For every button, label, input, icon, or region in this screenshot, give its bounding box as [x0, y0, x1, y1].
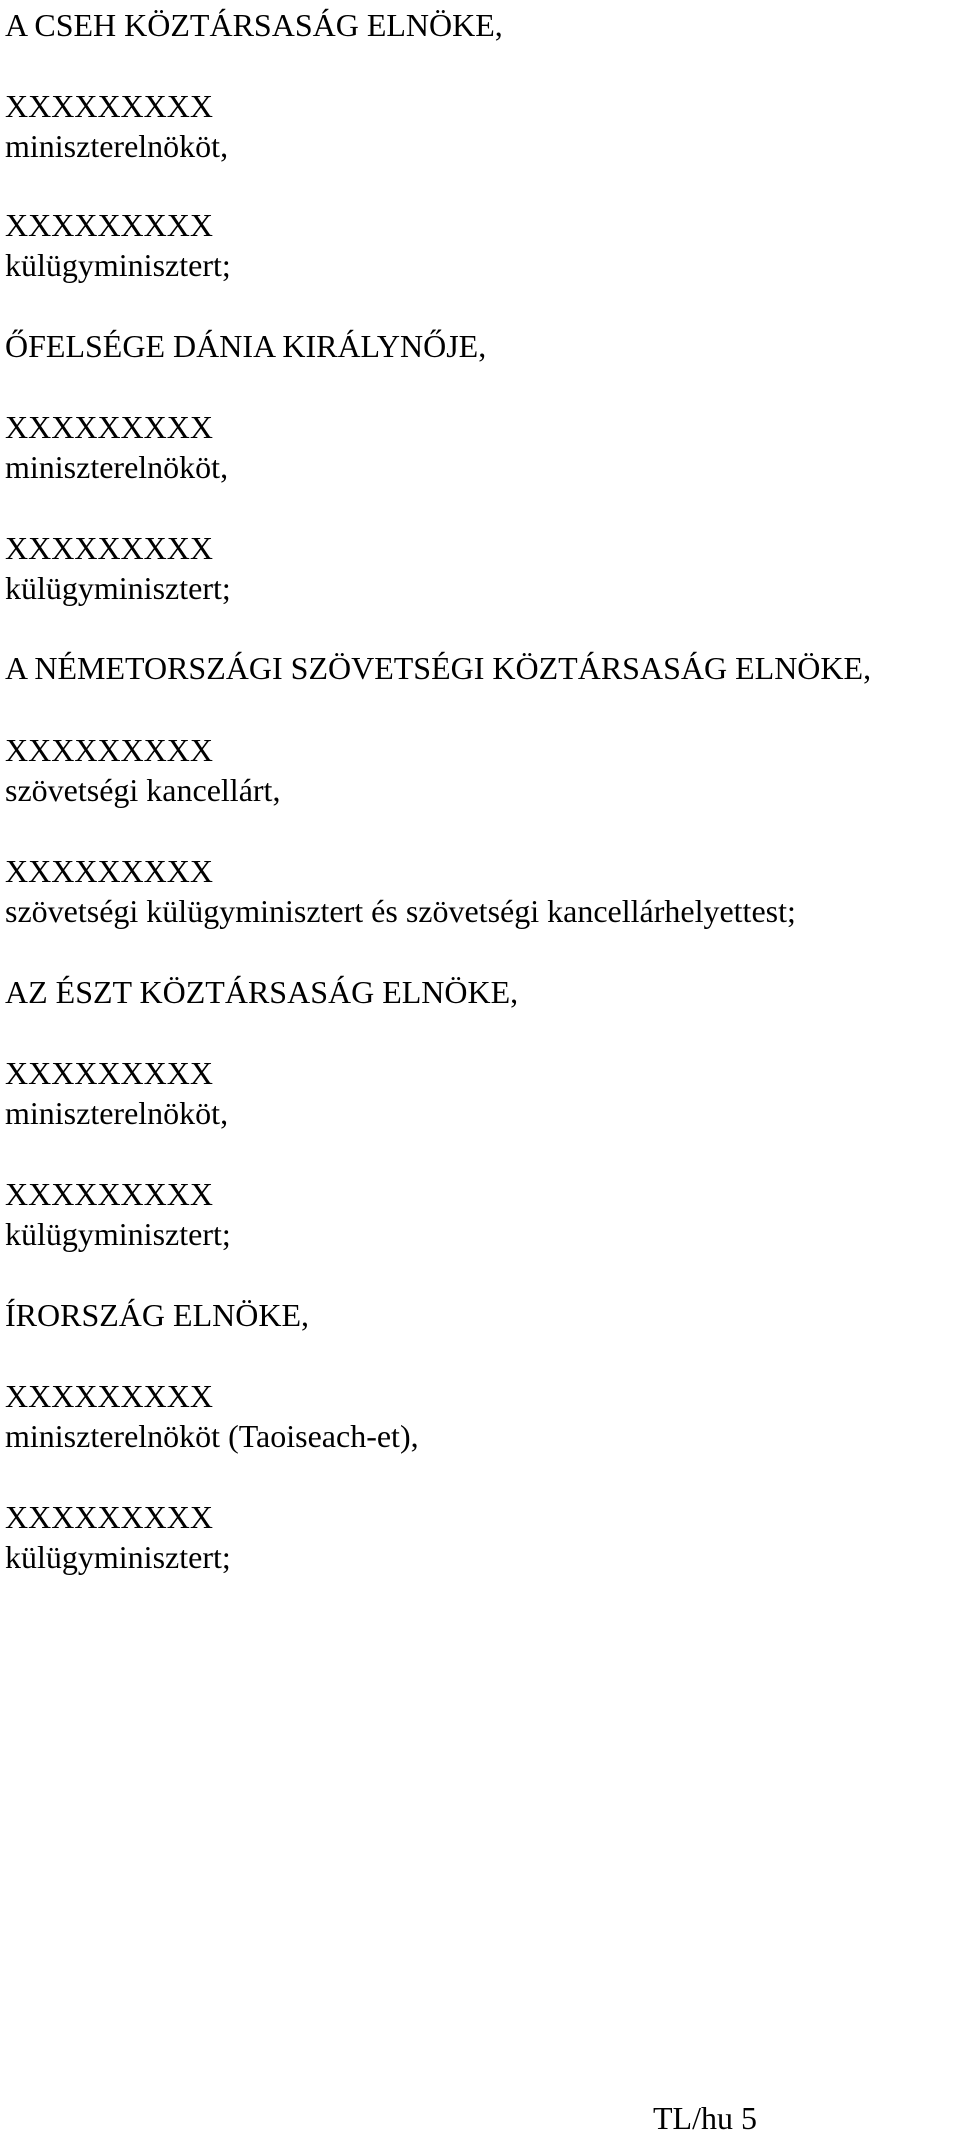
signatory-name: XXXXXXXXX	[5, 88, 213, 124]
signatory-role: miniszterelnököt (Taoiseach-et),	[5, 1418, 419, 1454]
signatory-name: XXXXXXXXX	[5, 409, 213, 445]
signatory-name: XXXXXXXXX	[5, 853, 213, 889]
signatory-role: külügyminisztert;	[5, 1539, 231, 1575]
signatory-name: XXXXXXXXX	[5, 1176, 213, 1212]
signatory-role: külügyminisztert;	[5, 570, 231, 606]
signatory-name: XXXXXXXXX	[5, 207, 213, 243]
signatory-name: XXXXXXXXX	[5, 1378, 213, 1414]
heading-ireland-president: ÍRORSZÁG ELNÖKE,	[5, 1297, 309, 1333]
signatory-role: külügyminisztert;	[5, 247, 231, 283]
signatory-name: XXXXXXXXX	[5, 1055, 213, 1091]
signatory-role: külügyminisztert;	[5, 1216, 231, 1252]
signatory-role: szövetségi külügyminisztert és szövetségi kancellárhelyettest;	[5, 893, 796, 929]
page-reference: TL/hu 5	[653, 2100, 757, 2136]
signatory-name: XXXXXXXXX	[5, 1499, 213, 1535]
heading-germany-president: A NÉMETORSZÁGI SZÖVETSÉGI KÖZTÁRSASÁG ELNÖKE,	[5, 650, 872, 686]
signatory-role: miniszterelnököt,	[5, 1095, 229, 1131]
heading-denmark-queen: ŐFELSÉGE DÁNIA KIRÁLYNŐJE,	[5, 328, 487, 364]
signatory-name: XXXXXXXXX	[5, 732, 213, 768]
heading-czech-president: A CSEH KÖZTÁRSASÁG ELNÖKE,	[5, 7, 503, 43]
heading-estonia-president: AZ ÉSZT KÖZTÁRSASÁG ELNÖKE,	[5, 974, 519, 1010]
signatory-role: szövetségi kancellárt,	[5, 772, 281, 808]
signatory-name: XXXXXXXXX	[5, 530, 213, 566]
signatory-role: miniszterelnököt,	[5, 449, 229, 485]
signatory-role: miniszterelnököt,	[5, 128, 229, 164]
